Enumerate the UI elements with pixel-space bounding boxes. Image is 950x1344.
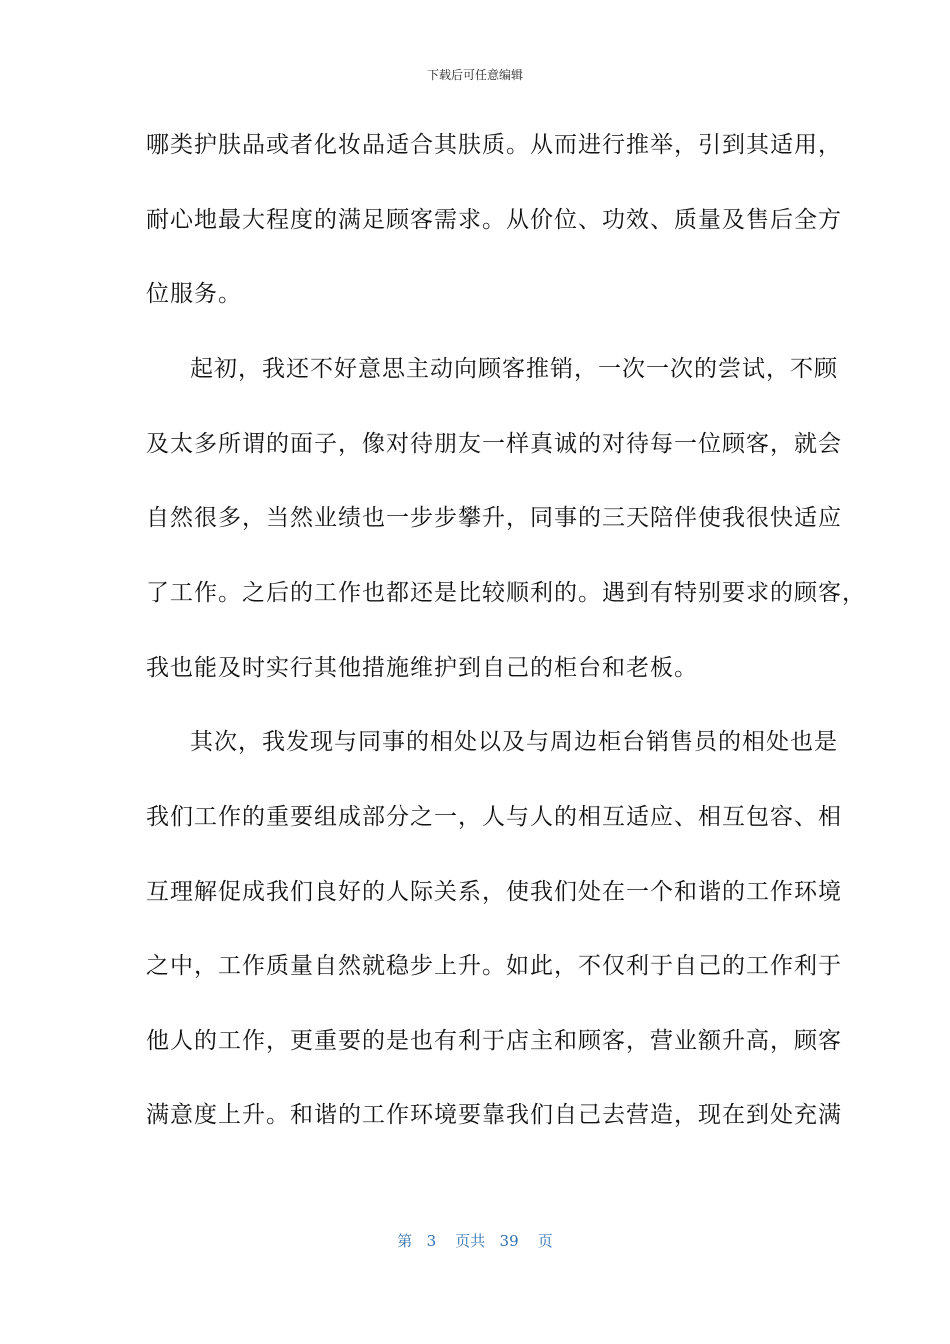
- paragraph-start-line: 其次，我发现与同事的相处以及与周边柜台销售员的相处也是: [190, 729, 838, 755]
- text-line: 哪类护肤品或者化妆品适合其肤质。从而进行推举，引到其适用，: [146, 132, 842, 158]
- text-line: 他人的工作，更重要的是也有利于店主和顾客，营业额升高，顾客: [146, 1028, 842, 1054]
- current-page-number: 3: [426, 1232, 437, 1250]
- text-line: 位服务。: [146, 281, 242, 307]
- footer-prefix: 第: [397, 1232, 413, 1250]
- text-line: 之中，工作质量自然就稳步上升。如此，不仅利于自己的工作利于: [146, 953, 842, 979]
- footer-suffix: 页: [537, 1232, 553, 1250]
- paragraph-start-line: 起初，我还不好意思主动向顾客推销，一次一次的尝试，不顾: [190, 356, 838, 382]
- text-line: 及太多所谓的面子，像对待朋友一样真诚的对待每一位顾客，就会: [146, 431, 842, 457]
- text-line: 我也能及时实行其他措施维护到自己的柜台和老板。: [146, 655, 698, 681]
- total-pages-number: 39: [499, 1232, 519, 1250]
- footer-middle: 页共: [455, 1232, 486, 1250]
- text-line: 耐心地最大程度的满足顾客需求。从价位、功效、质量及售后全方: [146, 207, 842, 233]
- text-line: 满意度上升。和谐的工作环境要靠我们自己去营造，现在到处充满: [146, 1102, 842, 1128]
- text-line: 了工作。之后的工作也都还是比较顺利的。遇到有特别要求的顾客，: [146, 580, 866, 606]
- text-line: 自然很多，当然业绩也一步步攀升，同事的三天陪伴使我很快适应: [146, 505, 842, 531]
- text-line: 我们工作的重要组成部分之一，人与人的相互适应、相互包容、相: [146, 804, 842, 830]
- page-header: 下载后可任意编辑: [426, 68, 523, 82]
- page-footer: [0, 1230, 950, 1251]
- text-line: 互理解促成我们良好的人际关系，使我们处在一个和谐的工作环境: [146, 879, 842, 905]
